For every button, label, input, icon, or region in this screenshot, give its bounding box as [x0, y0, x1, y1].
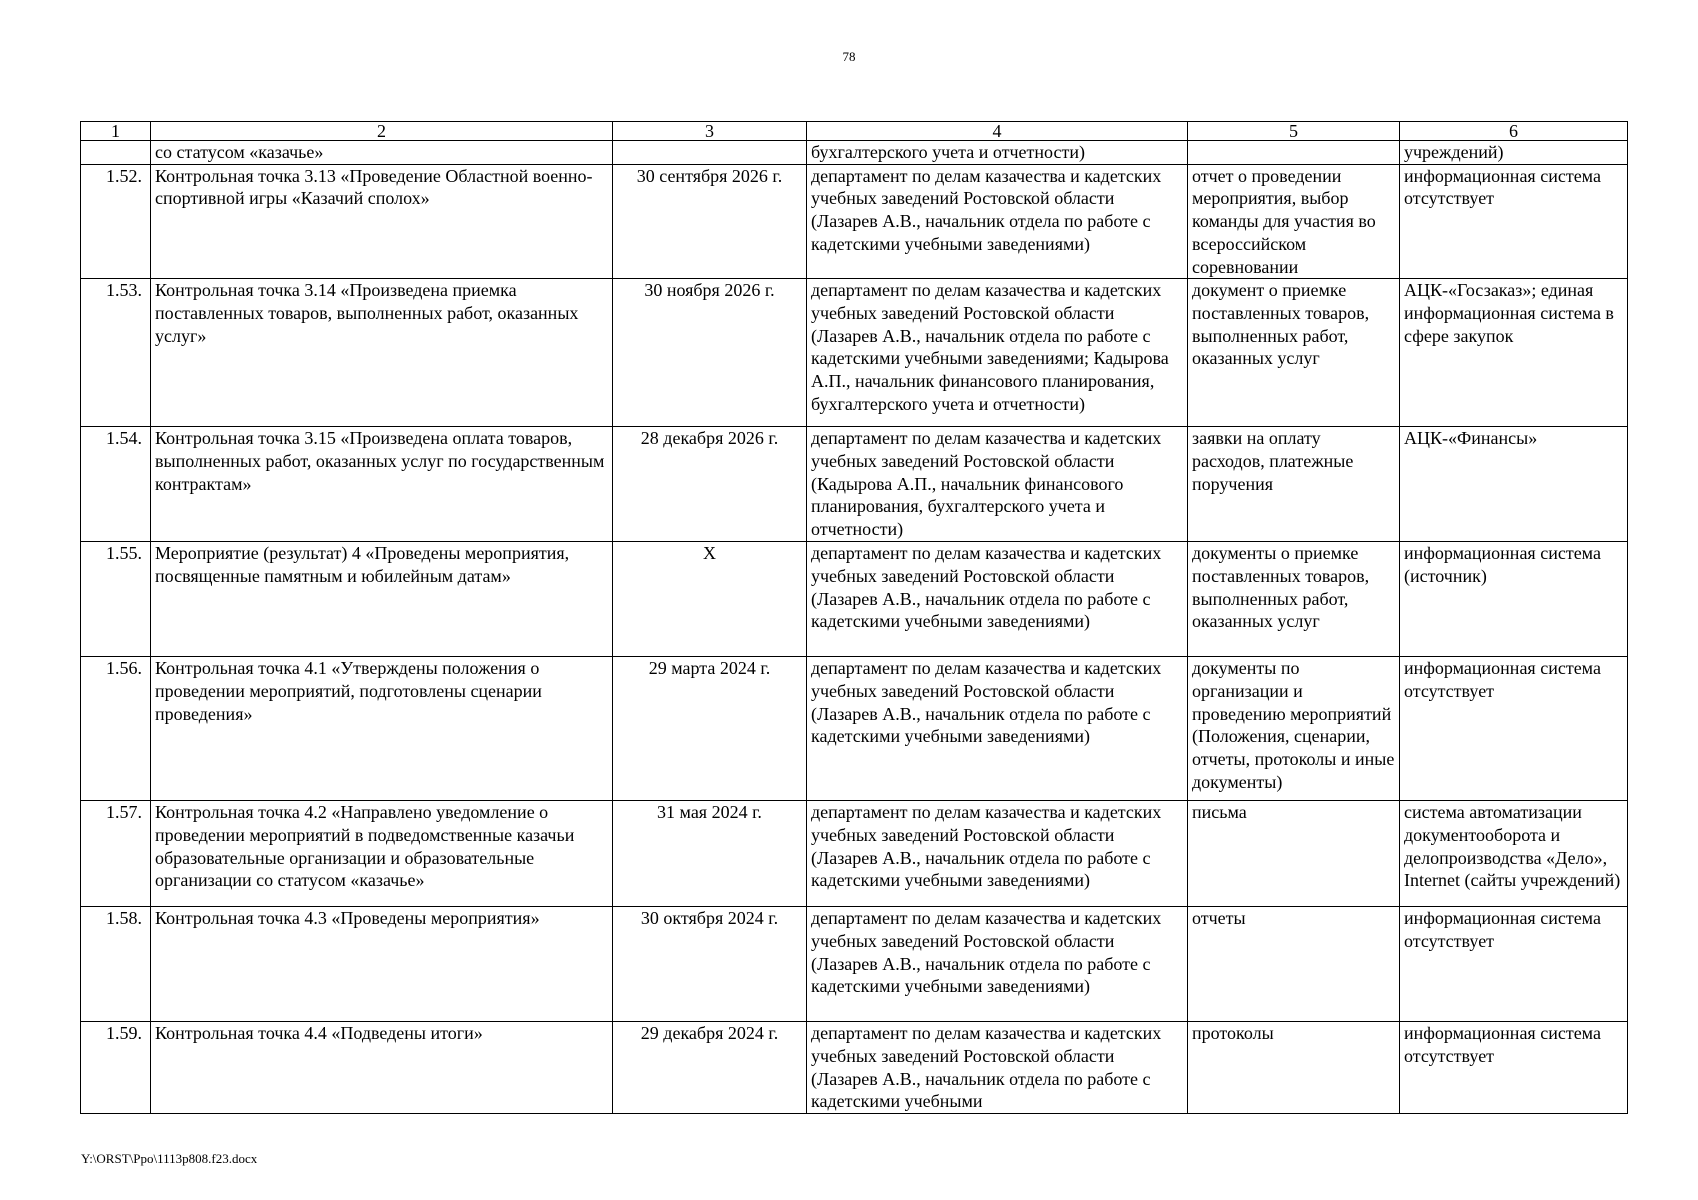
document-cell: письма [1188, 801, 1400, 907]
table-row [81, 657, 1628, 801]
document-cell: протоколы [1188, 1022, 1400, 1114]
info-system-cell: информационная система отсутствует [1400, 657, 1628, 801]
responsible-cell: департамент по делам казачества и кадетских учебных заведений Ростовской области (Кадырова А.П., начальник финансового планирования, бухгалтерского учета и отчетности) [807, 427, 1188, 542]
row-number-cell: 1.52. [81, 164, 151, 279]
column-number: 3 [613, 122, 807, 141]
info-system-cell: информационная система отсутствует [1400, 1022, 1628, 1114]
date-cell: 30 ноября 2026 г. [613, 279, 807, 427]
info-system-cell: АЦК-«Финансы» [1400, 427, 1628, 542]
event-name-cell: Контрольная точка 4.1 «Утверждены положения о проведении мероприятий, подготовлены сценарии проведения» [151, 657, 613, 801]
date-cell: 29 марта 2024 г. [613, 657, 807, 801]
date-cell: 28 декабря 2026 г. [613, 427, 807, 542]
date-cell: 30 октября 2024 г. [613, 907, 807, 1022]
responsible-cell: департамент по делам казачества и кадетских учебных заведений Ростовской области (Лазарев А.В., начальник отдела по работе с кадетскими учебными заведениями) [807, 907, 1188, 1022]
event-name-cell: Контрольная точка 3.14 «Произведена приемка поставленных товаров, выполненных работ, оказанных услуг» [151, 279, 613, 427]
table-row [81, 1022, 1628, 1114]
responsible-cell: департамент по делам казачества и кадетских учебных заведений Ростовской области (Лазарев А.В., начальник отдела по работе с кадетскими учебными заведениями; Кадырова А.П., начальник финансового планирования, бухгалтерского учета и отчетности) [807, 279, 1188, 427]
date-cell: 29 декабря 2024 г. [613, 1022, 807, 1114]
date-cell: 31 мая 2024 г. [613, 801, 807, 907]
document-cell: документы по организации и проведению мероприятий (Положения, сценарии, отчеты, протоколы и иные документы) [1188, 657, 1400, 801]
responsible-cell: департамент по делам казачества и кадетских учебных заведений Ростовской области (Лазарев А.В., начальник отдела по работе с кадетскими учебными [807, 1022, 1188, 1114]
column-number: 4 [807, 122, 1188, 141]
row-number-cell [81, 141, 151, 165]
info-system-cell: информационная система отсутствует [1400, 164, 1628, 279]
document-cell [1188, 141, 1400, 165]
column-number: 5 [1188, 122, 1400, 141]
info-system-cell: учреждений) [1400, 141, 1628, 165]
document-cell: заявки на оплату расходов, платежные поручения [1188, 427, 1400, 542]
responsible-cell: департамент по делам казачества и кадетских учебных заведений Ростовской области (Лазарев А.В., начальник отдела по работе с кадетскими учебными заведениями) [807, 801, 1188, 907]
date-cell [613, 141, 807, 165]
row-number-cell: 1.53. [81, 279, 151, 427]
event-name-cell: Контрольная точка 3.13 «Проведение Областной военно-спортивной игры «Казачий сполох» [151, 164, 613, 279]
info-system-cell: АЦК-«Госзаказ»; единая информационная система в сфере закупок [1400, 279, 1628, 427]
control-points-table [80, 121, 1628, 1114]
column-number: 2 [151, 122, 613, 141]
event-name-cell: Контрольная точка 4.2 «Направлено уведомление о проведении мероприятий в подведомственные казачьи образовательные организации и образовательные организации со статусом «казачье» [151, 801, 613, 907]
document-cell: отчет о проведении мероприятия, выбор команды для участия во всероссийском соревновании [1188, 164, 1400, 279]
info-system-cell: информационная система отсутствует [1400, 907, 1628, 1022]
event-name-cell: Контрольная точка 3.15 «Произведена оплата товаров, выполненных работ, оказанных услуг по государственным контрактам» [151, 427, 613, 542]
row-number-cell: 1.56. [81, 657, 151, 801]
event-name-cell: со статусом «казачье» [151, 141, 613, 165]
responsible-cell: бухгалтерского учета и отчетности) [807, 141, 1188, 165]
responsible-cell: департамент по делам казачества и кадетских учебных заведений Ростовской области (Лазарев А.В., начальник отдела по работе с кадетскими учебными заведениями) [807, 542, 1188, 657]
table-row [81, 907, 1628, 1022]
file-path-footer: Y:\ORST\Ppo\1113p808.f23.docx [81, 1151, 258, 1166]
row-number-cell: 1.57. [81, 801, 151, 907]
column-number-row [81, 122, 1628, 141]
table-row [81, 427, 1628, 542]
event-name-cell: Контрольная точка 4.4 «Подведены итоги» [151, 1022, 613, 1114]
row-number-cell: 1.58. [81, 907, 151, 1022]
table-row [81, 801, 1628, 907]
date-cell: X [613, 542, 807, 657]
info-system-cell: система автоматизации документооборота и делопроизводства «Дело», Internet (сайты учреждений) [1400, 801, 1628, 907]
continuation-row [81, 141, 1628, 165]
column-number: 6 [1400, 122, 1628, 141]
info-system-cell: информационная система (источник) [1400, 542, 1628, 657]
page-number: 78 [842, 49, 856, 64]
responsible-cell: департамент по делам казачества и кадетских учебных заведений Ростовской области (Лазарев А.В., начальник отдела по работе с кадетскими учебными заведениями) [807, 657, 1188, 801]
event-name-cell: Контрольная точка 4.3 «Проведены мероприятия» [151, 907, 613, 1022]
document-cell: документы о приемке поставленных товаров, выполненных работ, оказанных услуг [1188, 542, 1400, 657]
document-cell: документ о приемке поставленных товаров, выполненных работ, оказанных услуг [1188, 279, 1400, 427]
responsible-cell: департамент по делам казачества и кадетских учебных заведений Ростовской области (Лазарев А.В., начальник отдела по работе с кадетскими учебными заведениями) [807, 164, 1188, 279]
document-cell: отчеты [1188, 907, 1400, 1022]
table-row [81, 542, 1628, 657]
table-row [81, 164, 1628, 279]
row-number-cell: 1.59. [81, 1022, 151, 1114]
event-name-cell: Мероприятие (результат) 4 «Проведены мероприятия, посвященные памятным и юбилейным датам» [151, 542, 613, 657]
table-row [81, 279, 1628, 427]
date-cell: 30 сентября 2026 г. [613, 164, 807, 279]
row-number-cell: 1.55. [81, 542, 151, 657]
column-number: 1 [81, 122, 151, 141]
row-number-cell: 1.54. [81, 427, 151, 542]
